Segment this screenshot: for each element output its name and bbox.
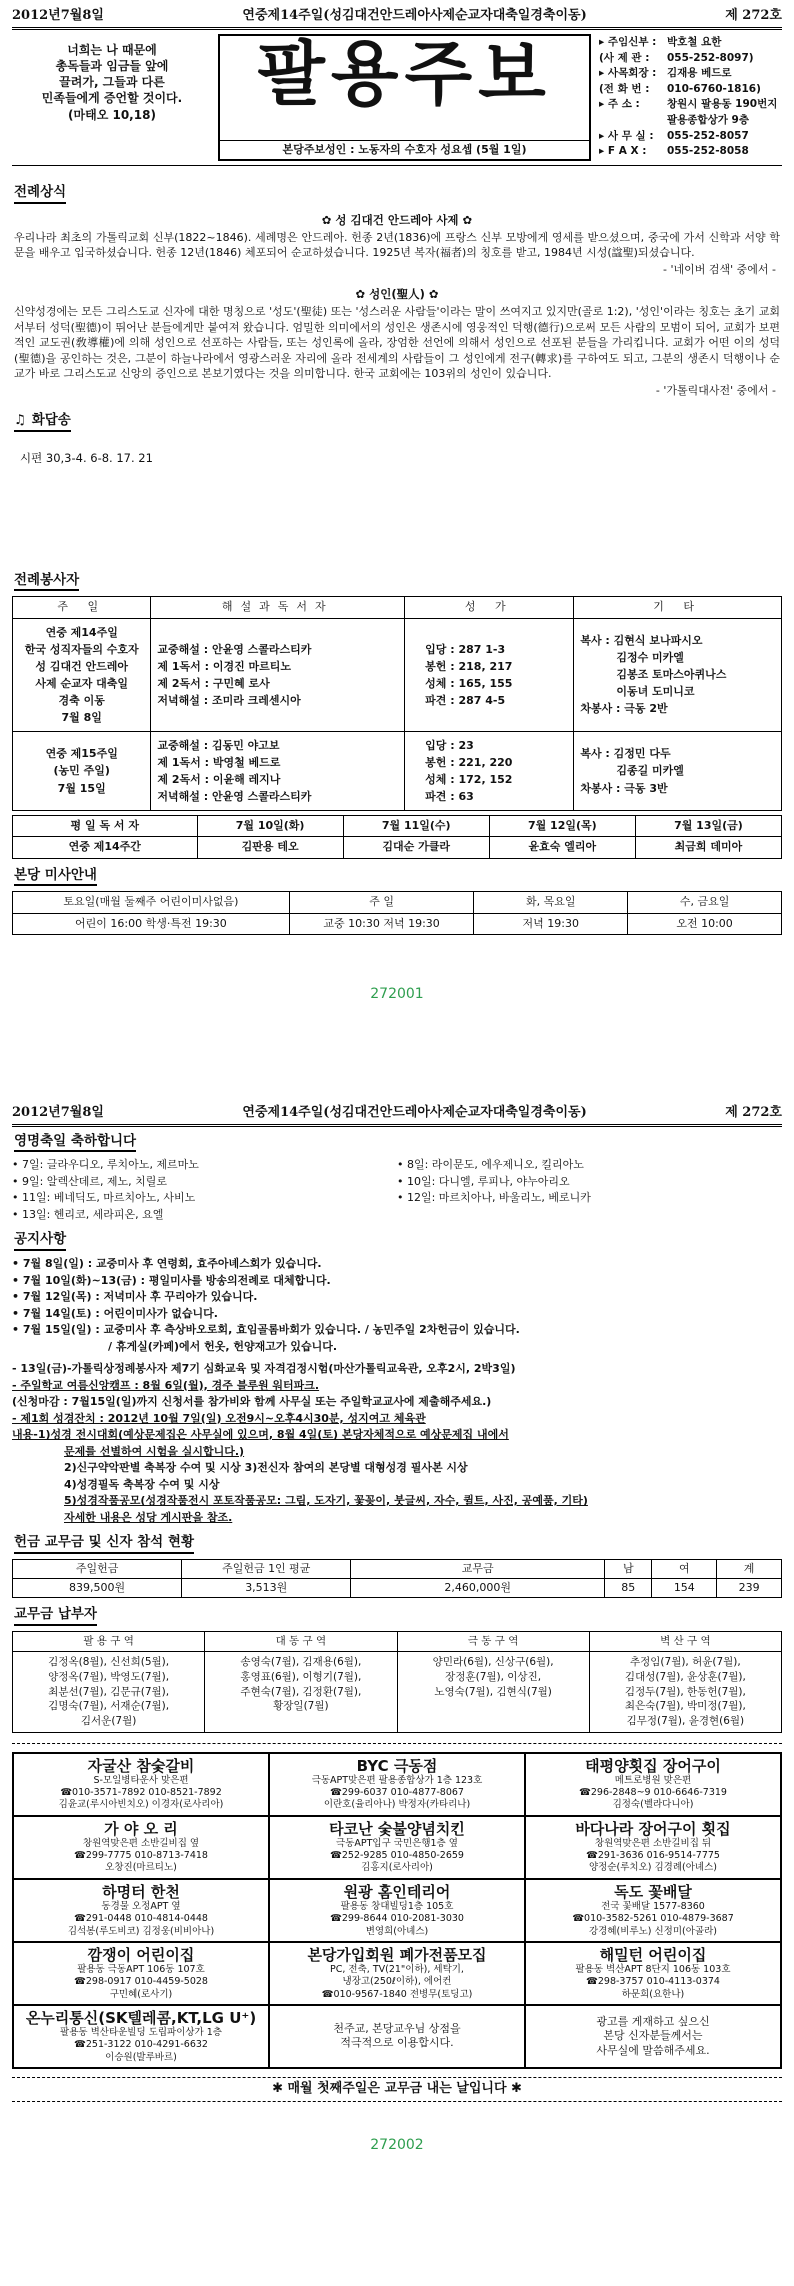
hymn-line: 입당 : 23 [425, 738, 474, 752]
etc-line: 차봉사 : 극동 2반 [580, 702, 668, 716]
column-header: 주 일 [13, 597, 151, 618]
ad-name: 하명터 한천 [102, 1882, 180, 1901]
column-header: 남 [605, 1559, 652, 1578]
ad-line: ☎298-3757 010-4113-0374 [586, 1976, 720, 1988]
feast-item: • 9일: 알렉산데르, 제노, 치릴로 [12, 1174, 168, 1188]
day-line: 사제 순교자 대축일 [35, 676, 129, 690]
day-line: 연중 제15주일 [45, 747, 118, 761]
ad-name: 가 야 오 리 [104, 1819, 178, 1838]
notice-item: (신청마감 : 7월15일(일)까지 신청서를 참가비와 함께 사무실 또는 주일학교교사에 제출해주세요.) [12, 1395, 492, 1408]
page-id: 272001 [370, 985, 424, 1002]
hymn-line: 성체 : 172, 152 [425, 773, 513, 786]
psalm-text: 시편 30,3-4. 6-8. 17. 21 [20, 450, 153, 465]
page-id: 272002 [370, 2136, 424, 2153]
column-header: 해설과독서자 [151, 597, 405, 618]
finance-value: 839,500원 [13, 1578, 182, 1597]
ads-section [12, 1743, 782, 2069]
bulletin-title: 팔용주보 [257, 32, 552, 115]
section-title-liturgy: 전례상식 [14, 184, 66, 204]
column-header: 계 [717, 1559, 782, 1578]
etc-cell [574, 618, 782, 731]
article-title: ✿ 성인(聖人) ✿ [355, 287, 439, 302]
day-line: 연중 제14주일 [45, 625, 118, 639]
column-header: 토요일(매월 둘째주 어린이미사없음) [13, 892, 290, 913]
table-row [13, 816, 782, 837]
ad-line: 양정순(루치오) 김경례(아녜스) [589, 1862, 717, 1874]
ad-line: 하문희(요한나) [621, 1988, 685, 2000]
dues-line: 김정옥(8월), 신선희(5월), [48, 1656, 170, 1669]
section-title-feast: 영명축일 축하합니다 [14, 1133, 136, 1153]
section-title-mass: 본당 미사안내 [14, 867, 97, 887]
dues-line: 양민라(6월), 신상구(6월), [432, 1656, 554, 1669]
feast-item: • 8일: 라이문도, 에우제니오, 킬리아노 [397, 1158, 584, 1172]
weekday-date: 7월 13일(금) [635, 816, 781, 837]
notice-item: 내용-1)성경 전시대회(예상문제집은 사무실에 있으며, 8월 4일(토) 본당자체적으로 예상문제집 내에서 [12, 1428, 509, 1441]
hymn-line: 성체 : 165, 155 [425, 676, 513, 690]
header-issue: 제 272호 [725, 8, 782, 23]
day-line: (농민 주일) [53, 764, 110, 778]
feast-list-left [12, 1157, 397, 1223]
dues-line: 홍영표(6월), 이형기(7월), [240, 1671, 362, 1684]
ad-name: 해밀턴 어린이집 [599, 1945, 707, 1964]
ad-line: ☎251-3122 010-4291-6632 [74, 2039, 208, 2051]
notice-item: - 주일학교 여름신앙캠프 : 8월 6일(월), 경주 블루원 워터파크. [12, 1378, 320, 1392]
dues-line: 김대성(7월), 윤상훈(7월), [624, 1671, 746, 1684]
table-header-row [13, 1559, 782, 1578]
verse-line: 총독들과 임금들 앞에 [55, 59, 169, 74]
notice-item: • 7월 10일(화)~13(금) : 평일미사를 방송의전례로 대체합니다. [12, 1273, 331, 1287]
ad-line: 적극적으로 이용합시다. [340, 2036, 454, 2050]
dues-line: 송영숙(7월), 김재용(6월), [240, 1656, 362, 1669]
readers-cell [151, 618, 405, 731]
ad-box [525, 2005, 781, 2068]
column-header: 주 일 [289, 892, 474, 913]
ad-box [13, 2005, 269, 2068]
ad-line: 창원역맞은편 소반길비집 옆 [82, 1837, 200, 1849]
info-row [599, 52, 780, 66]
table-header-row [13, 892, 782, 913]
notice-item: 5)성경작품공모(성경작품전시 포토작품공모: 그림, 도자기, 꽃꽂이, 붓글씨, 자수, 퀼트, 사진, 공예품, 기타) [64, 1494, 588, 1507]
dues-cell [397, 1652, 589, 1732]
ad-box [13, 1753, 269, 1816]
dues-line: 김정두(7월), 한동헌(7월), [624, 1685, 746, 1698]
feast-list-right [397, 1157, 782, 1223]
ad-line: ☎010-9567-1840 전병무(토딩고) [321, 1988, 473, 2000]
day-line: 7월 15일 [57, 781, 106, 795]
ad-line: ☎291-3636 016-9514-7775 [586, 1850, 720, 1862]
hymn-line: 파견 : 287 4-5 [425, 693, 506, 707]
ad-line: PC, 전축, TV(21"이하), 세탁기, [330, 1963, 464, 1975]
ad-line: ☎252-9285 010-4850-2659 [330, 1850, 464, 1862]
ad-box [525, 1816, 781, 1879]
weekday-date: 7월 10일(화) [197, 816, 343, 837]
column-header: 주일헌금 [13, 1559, 182, 1578]
feast-item: • 7일: 글라우디오, 루치아노, 제르마노 [12, 1158, 199, 1172]
ad-line: 오창진(마르티노) [105, 1862, 177, 1874]
info-key: (사 제 관 : [599, 51, 650, 64]
psalm-heading: 화답송 [31, 412, 71, 429]
article-title: ✿ 성 김대건 안드레아 사제 ✿ [321, 212, 473, 227]
reader-line: 제 2독서 : 구민혜 로사 [157, 676, 270, 690]
section-title-notices: 공지사항 [14, 1231, 66, 1251]
mass-times-table [12, 891, 782, 935]
column-header: 기 타 [574, 597, 782, 618]
ad-line: 팔용동 벽산타운빌딩 도립파이상가 1층 [60, 2026, 222, 2038]
ad-line: 김정숙(벨라다니아) [612, 1799, 694, 1811]
ad-line: 김석봉(루도비코) 김정웅(비비아나) [67, 1925, 215, 1937]
ad-box [525, 1942, 781, 2005]
column-header: 주일헌금 1인 평균 [182, 1559, 351, 1578]
reader-line: 제 1독서 : 이경진 마르티노 [157, 659, 292, 673]
finance-value: 239 [717, 1578, 782, 1597]
patron-saint: 본당주보성인 : 노동자의 수호자 성요셉 (5월 1일) [220, 140, 589, 159]
info-row [599, 36, 780, 50]
weekday-reader: 김대순 가클라 [343, 837, 489, 858]
etc-line: 복사 : 김현식 보나파시오 [580, 634, 703, 648]
ad-line: 변영희(아녜스) [365, 1925, 429, 1937]
hymns-cell [405, 731, 574, 810]
ad-line: 강경혜(비루노) 신정미(아골라) [589, 1925, 717, 1937]
dues-line: 최분선(7월), 김문규(7월), [48, 1685, 170, 1698]
column-header: 대 동 구 역 [205, 1631, 397, 1652]
weekday-date: 7월 11일(수) [343, 816, 489, 837]
ad-name: 타코난 숯불양념치킨 [329, 1819, 465, 1838]
hymn-line: 봉헌 : 218, 217 [425, 659, 513, 673]
ad-box [13, 1879, 269, 1942]
info-value: 김재용 베드로 [667, 67, 732, 80]
dues-cell [589, 1652, 781, 1732]
feast-item: • 11일: 베네딕도, 마르치아노, 사비노 [12, 1191, 196, 1205]
servers-table [12, 596, 782, 811]
info-row [599, 67, 780, 81]
music-note-icon: ♫ [14, 412, 27, 429]
table-row [13, 731, 782, 810]
ad-line: ☎291-0448 010-4814-0448 [74, 1913, 208, 1925]
ad-box [525, 1879, 781, 1942]
dues-line: 노영숙(7월), 김현식(7월) [434, 1685, 552, 1698]
notice-item: 자세한 내용은 성당 게시판을 참조. [64, 1510, 233, 1524]
ad-line: 메트로병원 맞은편 [614, 1774, 692, 1786]
info-value: 창원시 팔용동 190번지 [667, 98, 778, 111]
ad-name: 본당가입회원 폐가전품모집 [307, 1945, 487, 1964]
notice-item: - 제1회 성경잔치 : 2012년 10월 7일(일) 오전9시~오후4시30분, 성지여고 체육관 [12, 1411, 426, 1425]
scripture-verse [12, 30, 212, 165]
article-body: 신약성경에는 모든 그리스도교 신자에 대한 명칭으로 '성도'(聖徒) 또는 '성스러운 사람들'이라는 말이 쓰여지고 있지만(골로 1:2), '성인'이라는 칭호는 초기 교회서부터 성덕(聖德)이 뛰어난 분들에게만 붙여져 왔습니다. 엄밀한 의미에서의 성인은 생존시에 영웅적인 덕행(德行)으로써 모든 사람의 모범이 되어, 교회가 보편적인 교도권(敎導權)에 의해 성인으로 선포하는 사람들, 또는 성인록에 올라, 장엄한 선언에 의해서 성인으로 선포된 분들을 가리킵니다. 교회가 어떤 이의 성덕(聖德)을 공인하는 것은, 그분이 하늘나라에서 영광스러운 자리에 올라 전세계의 사람들이 그 성인에게 전구(轉求)를 구하여도 되고, 그분의 생존시 덕행이나 순교가 바로 그리스도교 신앙의 증인으로 본보기였다는 것을 의미합니다. 한국 교회에는 103위의 성인이 있습니다. [14, 304, 781, 381]
info-value: 055-252-8058 [667, 145, 749, 158]
ad-line: ☎010-3582-5261 010-4879-3687 [572, 1913, 734, 1925]
notice-item: 문제를 선별하여 시험을 실시합니다.) [64, 1444, 245, 1458]
ad-line: 구민혜(로사기) [109, 1988, 173, 2000]
hymn-line: 봉헌 : 221, 220 [425, 755, 513, 769]
info-value: 팔용종합상가 9층 [667, 114, 749, 127]
day-line: 7월 8일 [61, 710, 102, 724]
info-key: ▸ 사 무 실 : [599, 129, 654, 142]
section-title-psalm [14, 412, 71, 432]
etc-cell [574, 731, 782, 810]
info-key: ▸ 주 소 : [599, 98, 640, 111]
table-header-row [13, 1631, 782, 1652]
page-header [12, 6, 782, 30]
hymns-cell [405, 618, 574, 731]
ad-line: ☎299-6037 010-4877-8067 [330, 1787, 464, 1799]
dues-cell [205, 1652, 397, 1732]
ad-line: 천주교, 본당교우님 상점을 [333, 2022, 461, 2036]
notice-item: 2)신구약악판별 축복장 수여 및 시상 3)전신자 참여의 본당별 대형성경 필사본 시상 [64, 1461, 468, 1474]
dues-line: 양정옥(7월), 박영도(7월), [48, 1671, 170, 1684]
reader-line: 저녁해설 : 안윤영 스콜라스티카 [157, 790, 312, 804]
verse-line: 너희는 나 때문에 [67, 42, 157, 57]
dues-cell [13, 1652, 205, 1732]
ad-name: 바다나라 장어구이 횟집 [575, 1819, 731, 1838]
weekday-date: 7월 12일(목) [489, 816, 635, 837]
info-value: 055-252-8097) [667, 51, 754, 64]
header-feast: 연중제14주일(성김대건안드레아사제순교자대축일경축이동) [242, 8, 587, 23]
mass-time: 교중 10:30 저녁 19:30 [289, 913, 474, 934]
ad-name: 독도 꽃배달 [614, 1882, 692, 1901]
ad-line: 전국 꽃배달 1577-8360 [601, 1900, 705, 1912]
etc-line: 이동녀 도미니코 [616, 685, 695, 699]
weekday-reader: 김판용 테오 [197, 837, 343, 858]
dues-line: 주현숙(7월), 김정환(7월), [240, 1685, 362, 1698]
etc-line: 김정수 미카엘 [616, 651, 684, 665]
masthead [12, 30, 782, 166]
finance-value: 2,460,000원 [351, 1578, 605, 1597]
finance-value: 154 [652, 1578, 717, 1597]
ad-line: 사무실에 말씀해주세요. [596, 2043, 710, 2057]
page-header [12, 1103, 782, 1127]
weekday-reader: 최금희 데미아 [635, 837, 781, 858]
ad-box [269, 2005, 525, 2068]
ad-line: 팔용동 벽산APT 8단지 106동 103호 [575, 1963, 731, 1975]
ad-line: ☎296-2848~9 010-6646-7319 [579, 1787, 727, 1799]
etc-line: 차봉사 : 극동 3반 [580, 781, 668, 795]
mass-time: 어린이 16:00 학생·특전 19:30 [13, 913, 290, 934]
mass-time: 오전 10:00 [628, 913, 782, 934]
finance-table [12, 1559, 782, 1599]
ad-name: 온누리통신(SK텔레콤,KT,LG U⁺) [25, 2008, 257, 2027]
info-key: ▸ 사목회장 : [599, 67, 657, 80]
column-header: 팔 용 구 역 [13, 1631, 205, 1652]
notice-item: • 7월 14일(토) : 어린이미사가 없습니다. [12, 1306, 218, 1320]
ad-box [269, 1942, 525, 2005]
table-row [13, 837, 782, 858]
ad-line: 이승원(발루바르) [105, 2051, 177, 2063]
notice-item: • 7월 8일(일) : 교중미사 후 연령회, 효주아녜스회가 있습니다. [12, 1257, 322, 1270]
info-row [599, 114, 780, 128]
weekday-readers-table [12, 815, 782, 859]
ad-line: 팔용동 창대빌딩1층 105호 [340, 1900, 454, 1912]
notice-item: - 13일(금)-가톨릭상정례봉사자 제7기 심화교육 및 자격검정시험(마산가톨릭교육관, 오후2시, 2박3일) [12, 1362, 516, 1375]
ad-line: 팔용동 극동APT 106동 107호 [77, 1963, 205, 1975]
finance-value: 85 [605, 1578, 652, 1597]
info-value: 박호철 요한 [667, 35, 722, 48]
weekday-label: 평 일 독 서 자 [13, 816, 198, 837]
table-row [13, 1652, 782, 1732]
dues-line: 최은숙(7월), 박미정(7월), [624, 1700, 746, 1713]
ad-box [525, 1753, 781, 1816]
ad-line: ☎299-8644 010-2081-3030 [330, 1913, 464, 1925]
hymn-line: 입당 : 287 1-3 [425, 642, 506, 656]
info-row [599, 145, 780, 159]
day-line: 성 김대건 안드레아 [35, 659, 129, 673]
notice-item: • 7월 15일(일) : 교중미사 후 측상바오로회, 효임골롬바회가 있습니다. / 농민주일 2차헌금이 있습니다. [12, 1323, 520, 1336]
dues-line: 김명숙(7월), 서재순(7월), [48, 1700, 170, 1713]
notices-list [12, 1256, 782, 1526]
feast-item: • 13일: 헨리코, 세라피온, 요엘 [12, 1207, 164, 1221]
column-header: 화, 목요일 [474, 892, 628, 913]
ad-line: 극동APT입구 국민은행1층 옆 [336, 1837, 458, 1849]
ad-name: 깜쟁이 어린이집 [87, 1945, 195, 1964]
page-two [12, 1103, 782, 2154]
ad-name: 태평양횟집 장어구이 [585, 1756, 721, 1775]
day-line: 경축 이동 [58, 693, 105, 707]
weekday-reader: 윤효숙 엘리아 [489, 837, 635, 858]
etc-line: 김종길 미카엘 [616, 764, 684, 778]
verse-line: 끌려가, 그들과 다른 [59, 75, 165, 90]
header-issue: 제 272호 [725, 1105, 782, 1121]
verse-line: 민족들에게 증언할 것이다. [41, 91, 183, 106]
ad-line: ☎299-7775 010-8713-7418 [74, 1850, 208, 1862]
ad-line: 동경물 오정APT 옆 [101, 1900, 181, 1912]
section-title-servers: 전례봉사자 [14, 572, 79, 592]
title-box [218, 34, 591, 161]
ad-line: 광고를 게재하고 싶으신 [596, 2014, 710, 2028]
ad-box [269, 1753, 525, 1816]
header-date: 2012년7월8일 [12, 8, 104, 23]
dues-line: 김서운(7월) [80, 1715, 137, 1728]
column-header: 극 동 구 역 [397, 1631, 589, 1652]
reader-line: 저녁해설 : 조미라 크레센시아 [157, 693, 301, 707]
finance-value: 3,513원 [182, 1578, 351, 1597]
weekday-week: 연중 제14주간 [13, 837, 198, 858]
ad-box [269, 1816, 525, 1879]
ad-line: 냉장고(250ℓ이하), 에어컨 [342, 1976, 452, 1988]
ad-name: 원광 홈인테리어 [343, 1882, 451, 1901]
column-header: 여 [652, 1559, 717, 1578]
feast-item: • 12일: 마르치아나, 바울리노, 베로니카 [397, 1191, 591, 1205]
ad-name: 자굴산 참숯갈비 [87, 1756, 195, 1775]
ad-line: 창원역맞은편 소반길비집 뒤 [594, 1837, 712, 1849]
ad-line: ☎010-3571-7892 010-8521-7892 [60, 1787, 222, 1799]
notice-item: / 휴게실(카페)에서 헌옷, 헌양재고가 있습니다. [108, 1339, 338, 1353]
ad-line: 김홍지(로사리아) [361, 1862, 433, 1874]
ad-line: ☎298-0917 010-4459-5028 [74, 1976, 208, 1988]
sunday-cell [13, 618, 151, 731]
ad-box [13, 1816, 269, 1879]
hymn-line: 파견 : 63 [425, 790, 474, 804]
page-one [12, 0, 782, 1003]
dues-table [12, 1631, 782, 1733]
column-header: 벽 산 구 역 [589, 1631, 781, 1652]
dues-line: 추정임(7월), 허윤(7월), [629, 1656, 741, 1669]
ad-line: 극동APT맞은편 팔용종합상가 1층 123호 [311, 1774, 483, 1786]
feast-item: • 10일: 다니엘, 루피나, 야누아리오 [397, 1174, 570, 1188]
info-key: ▸ F A X : [599, 145, 647, 158]
notice-item: • 7월 12일(목) : 저녁미사 후 꾸리아가 있습니다. [12, 1290, 258, 1303]
ad-line: 김윤교(루시아빈치오) 이경자(로사리아) [58, 1799, 224, 1811]
reader-line: 제 1독서 : 박영철 베드로 [157, 755, 281, 769]
table-row [13, 1578, 782, 1597]
info-key: ▸ 주임신부 : [599, 35, 657, 48]
dues-line: 김무정(7월), 윤경현(6월) [626, 1715, 745, 1728]
info-row [599, 98, 780, 112]
table-row [13, 913, 782, 934]
table-header-row [13, 597, 782, 618]
info-key [599, 114, 667, 128]
header-feast: 연중제14주일(성김대건안드레아사제순교자대축일경축이동) [242, 1105, 587, 1121]
day-line: 한국 성직자들의 수호자 [24, 642, 139, 656]
ad-line: 이란호(율리아나) 박정자(카타리나) [323, 1799, 471, 1811]
verse-reference: (마태오 10,18) [68, 107, 156, 122]
info-value: 055-252-8057 [667, 129, 749, 142]
ad-line: S-모일병타운사 맞은편 [93, 1774, 189, 1786]
reader-line: 교중해설 : 김동민 야고보 [157, 738, 280, 752]
sunday-cell [13, 731, 151, 810]
dues-line: 황장일(7월) [273, 1700, 329, 1713]
mass-time: 저녁 19:30 [474, 913, 628, 934]
ad-line: 본당 신자분들께서는 [603, 2029, 703, 2043]
reader-line: 제 2독서 : 이윤해 레지나 [157, 773, 281, 786]
dues-reminder: ✱ 매월 첫째주일은 교무금 내는 날입니다 ✱ [12, 2077, 782, 2102]
column-header: 수, 금요일 [628, 892, 782, 913]
ad-box [269, 1879, 525, 1942]
column-header: 교무금 [351, 1559, 605, 1578]
header-date: 2012년7월8일 [12, 1105, 104, 1121]
column-header: 성 가 [405, 597, 574, 618]
etc-line: 김봉조 토마스아퀴나스 [616, 668, 727, 682]
info-value: 010-6760-1816) [667, 82, 761, 95]
section-title-finance: 헌금 교무금 및 신자 참석 현황 [14, 1534, 194, 1554]
section-title-dues: 교무금 납부자 [14, 1606, 97, 1626]
notice-item: 4)성경필독 축복장 수여 및 시상 [64, 1477, 220, 1491]
info-row [599, 130, 780, 144]
reader-line: 교중해설 : 안윤영 스콜라스티카 [157, 642, 312, 656]
article-body: 우리나라 최초의 가톨릭교회 신부(1822~1846). 세례명은 안드레아. 헌종 2년(1836)에 프랑스 신부 모방에게 영세를 받으셨으며, 중국에 가서 신학과 서양 학문을 배우고 입국하셨습니다. 헌종 12년(1846) 체포되어 순교하셨습니다. 1925년 복자(福者)의 칭호를 받고, 1984년 시성(諡聖)되셨습니다. [14, 230, 780, 260]
info-key: (전 화 번 : [599, 82, 650, 95]
feast-days [12, 1157, 782, 1223]
parish-info [597, 30, 782, 165]
ad-name: BYC 극동점 [356, 1756, 438, 1775]
article-source: - '네이버 검색' 중에서 - [663, 262, 776, 276]
etc-line: 복사 : 김정민 다두 [580, 747, 671, 761]
ads-grid [12, 1752, 782, 2069]
dues-line: 장정훈(7월), 이상진, [445, 1671, 542, 1684]
ad-box [13, 1942, 269, 2005]
table-row [13, 618, 782, 731]
readers-cell [151, 731, 405, 810]
info-row [599, 83, 780, 97]
article-source: - '가톨릭대사전' 중에서 - [655, 384, 776, 397]
